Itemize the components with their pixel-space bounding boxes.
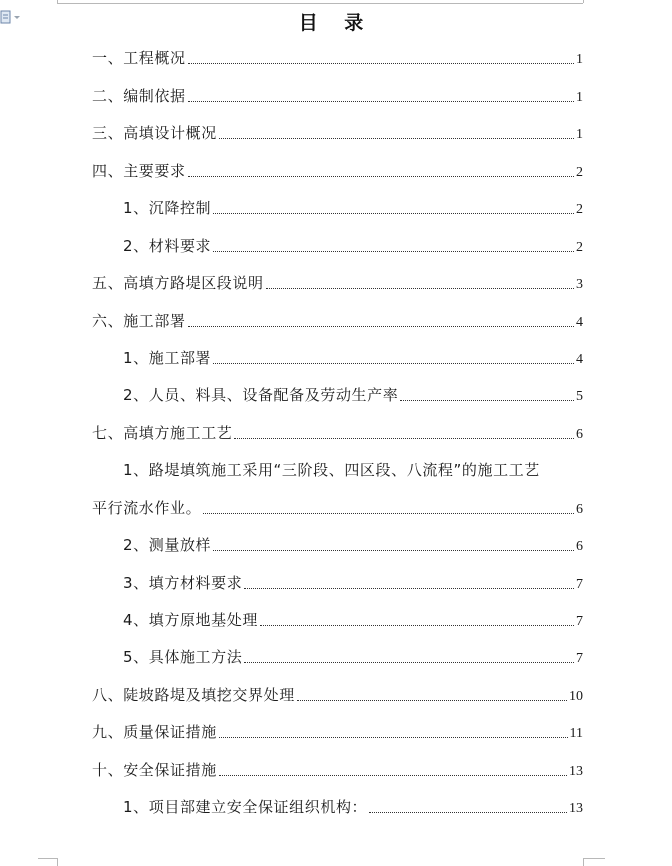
toc-entry-text: 九、质量保证措施 bbox=[92, 723, 217, 741]
toc-entry-text: 2、测量放样 bbox=[123, 536, 212, 554]
toc-page-number: 1 bbox=[576, 52, 583, 67]
toc-entry-text: 三、高填设计概况 bbox=[92, 124, 217, 142]
toc-entry-text: 五、高填方路堤区段说明 bbox=[92, 274, 264, 292]
toc-page-number: 7 bbox=[576, 577, 583, 592]
toc-page-number: 5 bbox=[576, 389, 583, 404]
dot-leader bbox=[369, 811, 567, 813]
toc-page-number: 7 bbox=[576, 614, 583, 629]
toc-page-number: 13 bbox=[569, 764, 583, 779]
toc-page-number: 1 bbox=[576, 127, 583, 142]
toc-page-number: 11 bbox=[569, 726, 583, 741]
toc-entry[interactable] bbox=[92, 123, 583, 143]
toc-entry[interactable] bbox=[123, 535, 583, 555]
dot-leader bbox=[203, 512, 574, 514]
toc-entry[interactable] bbox=[92, 311, 583, 331]
dot-leader bbox=[188, 62, 574, 64]
toc-page-number: 2 bbox=[576, 165, 583, 180]
dot-leader bbox=[213, 212, 574, 214]
dot-leader bbox=[400, 399, 574, 401]
toc-entry-wrapped-text[interactable]: 1、路堤填筑施工采用“三阶段、四区段、八流程”的施工工艺 bbox=[123, 461, 540, 479]
toc-page-number: 10 bbox=[569, 689, 583, 704]
toc-page-number: 2 bbox=[576, 240, 583, 255]
toc-page-number: 2 bbox=[576, 202, 583, 217]
toc-entry[interactable] bbox=[123, 236, 583, 256]
toc-page-number: 6 bbox=[576, 539, 583, 554]
toc-entry[interactable] bbox=[123, 385, 583, 405]
toc-entry[interactable] bbox=[123, 610, 583, 630]
toc-page-number: 13 bbox=[569, 801, 583, 816]
toc-entry[interactable] bbox=[92, 722, 583, 742]
toc-entry-text: 2、人员、料具、设备配备及劳动生产率 bbox=[123, 386, 399, 404]
toc-entry-text: 七、高填方施工工艺 bbox=[92, 424, 233, 442]
dot-leader bbox=[234, 437, 574, 439]
dot-leader bbox=[244, 587, 574, 589]
dot-leader bbox=[266, 287, 574, 289]
toc-entry[interactable] bbox=[123, 647, 583, 667]
toc-page-number: 7 bbox=[576, 651, 583, 666]
toc-entry[interactable] bbox=[92, 273, 583, 293]
dot-leader bbox=[213, 549, 574, 551]
toc-entry-text: 5、具体施工方法 bbox=[123, 648, 243, 666]
toc-entry-text: 十、安全保证措施 bbox=[92, 761, 217, 779]
toc-entry[interactable] bbox=[123, 797, 583, 817]
toc-entry-text: 二、编制依据 bbox=[92, 87, 186, 105]
toc-page-number: 4 bbox=[576, 352, 583, 367]
toc-page-number: 1 bbox=[576, 90, 583, 105]
toc-entry-text: 4、填方原地基处理 bbox=[123, 611, 258, 629]
toc-entry[interactable] bbox=[92, 48, 583, 68]
dot-leader bbox=[213, 250, 574, 252]
dot-leader bbox=[260, 624, 574, 626]
toc-page-number: 6 bbox=[576, 502, 583, 517]
toc-entry-text: 1、沉降控制 bbox=[123, 199, 212, 217]
dot-leader bbox=[219, 137, 574, 139]
toc-page-number: 3 bbox=[576, 277, 583, 292]
dot-leader bbox=[219, 774, 567, 776]
toc-entry[interactable] bbox=[123, 348, 583, 368]
toc-entry-text: 平行流水作业。 bbox=[92, 499, 202, 517]
toc-entry[interactable] bbox=[92, 498, 583, 518]
dot-leader bbox=[188, 100, 574, 102]
dot-leader bbox=[297, 699, 567, 701]
dot-leader bbox=[188, 325, 574, 327]
toc-entry-text: 2、材料要求 bbox=[123, 237, 212, 255]
dot-leader bbox=[213, 362, 574, 364]
toc-entry-text: 1、项目部建立安全保证组织机构： bbox=[123, 798, 368, 816]
toc-entry-text: 四、主要要求 bbox=[92, 162, 186, 180]
toc-entry[interactable] bbox=[92, 685, 583, 705]
toc-entry[interactable] bbox=[92, 760, 583, 780]
dot-leader bbox=[188, 175, 574, 177]
page-title: 目 录 bbox=[298, 12, 374, 34]
toc-entry-text: 1、施工部署 bbox=[123, 349, 212, 367]
dot-leader bbox=[244, 661, 574, 663]
toc-entry[interactable] bbox=[123, 573, 583, 593]
toc-entry[interactable] bbox=[92, 86, 583, 106]
toc-entry[interactable] bbox=[123, 198, 583, 218]
toc-page-number: 6 bbox=[576, 427, 583, 442]
toc-entry-text: 3、填方材料要求 bbox=[123, 574, 243, 592]
toc-entry[interactable] bbox=[92, 161, 583, 181]
toc-entry-text: 一、工程概况 bbox=[92, 49, 186, 67]
toc-entry-text: 八、陡坡路堤及填挖交界处理 bbox=[92, 686, 295, 704]
dot-leader bbox=[219, 736, 568, 738]
toc-entry[interactable] bbox=[92, 423, 583, 443]
toc-entry-text: 六、施工部署 bbox=[92, 312, 186, 330]
toc-page-number: 4 bbox=[576, 315, 583, 330]
